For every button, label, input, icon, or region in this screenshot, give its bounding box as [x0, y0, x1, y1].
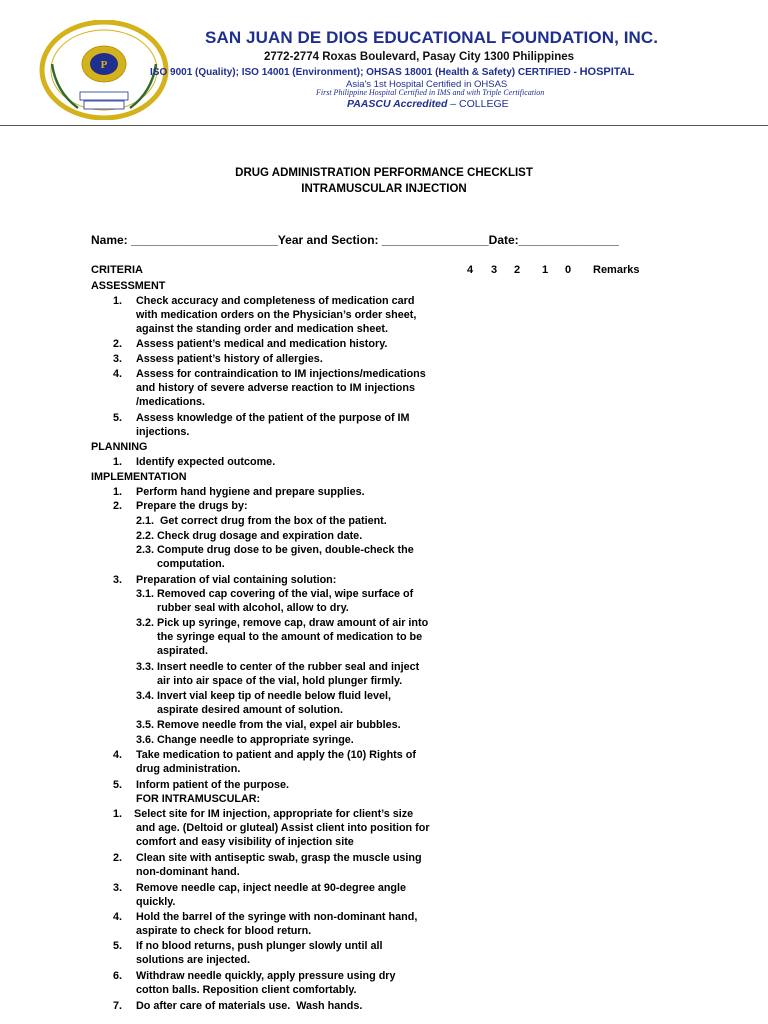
criteria-item-text: Assess patient’s history of allergies. [136, 353, 323, 365]
criteria-item-text: quickly. [136, 896, 176, 908]
criteria-item-text: against the standing order and medication sheet. [136, 323, 388, 335]
criteria-header: CRITERIA [91, 264, 143, 276]
criteria-item-number: 5. [113, 940, 123, 952]
criteria-item-text: Clean site with antiseptic swab, grasp the muscle using [136, 852, 422, 864]
score-2-header: 2 [514, 264, 521, 276]
criteria-item-text: 3.2. Pick up syringe, remove cap, draw amount of air into [136, 617, 429, 629]
criteria-item-text: computation. [136, 558, 225, 570]
criteria-item-text: comfort and easy visibility of injection site [136, 836, 354, 848]
criteria-item-text: Perform hand hygiene and prepare supplies. [136, 486, 365, 498]
iso-certifications [150, 66, 634, 78]
criteria-item-text: If no blood returns, push plunger slowly until all [136, 940, 383, 952]
criteria-item-number: 1. [113, 486, 123, 498]
criteria-item-number: 4. [113, 749, 123, 761]
organization-name: SAN JUAN DE DIOS EDUCATIONAL FOUNDATION, INC. [205, 28, 659, 47]
criteria-item-number: 2. [113, 852, 123, 864]
criteria-item-text: 2.3. Compute drug dose to be given, double-check the [136, 544, 414, 556]
criteria-item-text: cotton balls. Reposition client comfortably. [136, 984, 357, 996]
criteria-item-text: aspirate desired amount of solution. [136, 704, 343, 716]
criteria-item-text: Take medication to patient and apply the (10) Rights of [136, 749, 416, 761]
iso-text: ISO 9001 (Quality); ISO 14001 (Environment); OHSAS 18001 (Health & Safety) CERTIFIED - [150, 67, 580, 78]
document-subtitle: INTRAMUSCULAR INJECTION [301, 183, 467, 195]
criteria-item-text: 3.3. Insert needle to center of the rubber seal and inject [136, 661, 420, 673]
score-4-header: 4 [467, 264, 474, 276]
criteria-item-text: 2.2. Check drug dosage and expiration date. [136, 530, 363, 542]
criteria-item-number: 2. [113, 500, 123, 512]
criteria-item-text: air into air space of the vial, hold plunger firmly. [136, 675, 403, 687]
criteria-item-text: Remove needle cap, inject needle at 90-degree angle [136, 882, 407, 894]
criteria-item-text: Prepare the drugs by: [136, 500, 248, 512]
document-title: DRUG ADMINISTRATION PERFORMANCE CHECKLIST [235, 167, 533, 179]
criteria-item-text: aspirated. [136, 645, 209, 657]
criteria-item-text: Assess knowledge of the patient of the purpose of IM [136, 412, 410, 424]
first-ph-note: First Philippine Hospital Certified in IMS and with Triple Certification [316, 88, 545, 97]
criteria-item-text: Assess for contraindication to IM injections/medications [136, 368, 426, 380]
criteria-item-number: 4. [113, 368, 123, 380]
criteria-item-text: Assess patient’s medical and medication history. [136, 338, 388, 350]
score-1-header: 1 [542, 264, 549, 276]
criteria-item-number: 4. [113, 911, 123, 923]
criteria-item-text: 3.4. Invert vial keep tip of needle below fluid level, [136, 690, 392, 702]
criteria-item-text: non-dominant hand. [136, 866, 240, 878]
section-heading: ASSESSMENT [91, 280, 166, 292]
criteria-item-text: drug administration. [136, 763, 241, 775]
criteria-item-number: 7. [113, 1000, 123, 1012]
criteria-item-text: 3.5. Remove needle from the vial, expel air bubbles. [136, 719, 401, 731]
criteria-item-text: Do after care of materials use. Wash hands. [136, 1000, 363, 1012]
criteria-item-number: 3. [113, 353, 123, 365]
criteria-item-text: Identify expected outcome. [136, 456, 276, 468]
asia-first-note: Asia's 1st Hospital Certified in OHSAS [346, 79, 508, 90]
header-divider [0, 125, 768, 126]
criteria-item-text: FOR INTRAMUSCULAR: [136, 793, 261, 805]
criteria-item-text: Hold the barrel of the syringe with non-dominant hand, [136, 911, 418, 923]
address: 2772-2774 Roxas Boulevard, Pasay City 1300 Philippines [264, 51, 575, 63]
svg-text:P: P [100, 59, 108, 71]
criteria-item-number: 3. [113, 574, 123, 586]
criteria-item-text: and history of severe adverse reaction to IM injections [136, 382, 416, 394]
criteria-item-text: /medications. [136, 396, 205, 408]
criteria-item-number: 5. [113, 779, 123, 791]
criteria-item-text: injections. [136, 426, 190, 438]
remarks-header: Remarks [593, 264, 640, 276]
criteria-item-text: Withdraw needle quickly, apply pressure using dry [136, 970, 396, 982]
criteria-item-number: 6. [113, 970, 123, 982]
criteria-item-text: with medication orders on the Physician’s order sheet, [136, 309, 417, 321]
iso-hospital: HOSPITAL [579, 66, 635, 78]
section-heading: IMPLEMENTATION [91, 471, 187, 483]
criteria-item-text: the syringe equal to the amount of medication to be [136, 631, 423, 643]
score-0-header: 0 [565, 264, 572, 276]
name-year-date-row: Name: ______________________Year and Section: ________________Date:_______________ [91, 233, 619, 247]
criteria-item-text: rubber seal with alcohol, allow to dry. [136, 602, 349, 614]
criteria-item-text: 3.6. Change needle to appropriate syringe. [136, 734, 354, 746]
section-heading: PLANNING [91, 441, 148, 453]
paascu-accreditation [347, 98, 509, 110]
criteria-item-number: 2. [113, 338, 123, 350]
criteria-item-text: Inform patient of the purpose. [136, 779, 289, 791]
criteria-item-number: 1. [113, 295, 123, 307]
criteria-item-number: 1. [113, 456, 123, 468]
criteria-item-number: 3. [113, 882, 123, 894]
criteria-item-text: 2.1. Get correct drug from the box of the patient. [136, 515, 387, 527]
criteria-item-text: Select site for IM injection, appropriate for client’s size [134, 808, 414, 820]
criteria-item-text: aspirate to check for blood return. [136, 925, 312, 937]
score-3-header: 3 [491, 264, 498, 276]
criteria-item-number: 1. [113, 808, 123, 820]
paascu-college: – COLLEGE [447, 98, 509, 110]
criteria-item-text: solutions are injected. [136, 954, 250, 966]
criteria-item-text: Preparation of vial containing solution: [136, 574, 337, 586]
criteria-item-text: 3.1. Removed cap covering of the vial, wipe surface of [136, 588, 414, 600]
paascu-label: PAASCU Accredited [347, 98, 448, 110]
criteria-item-text: Check accuracy and completeness of medication card [136, 295, 415, 307]
criteria-item-text: and age. (Deltoid or gluteal) Assist client into position for [136, 822, 430, 834]
criteria-item-number: 5. [113, 412, 123, 424]
